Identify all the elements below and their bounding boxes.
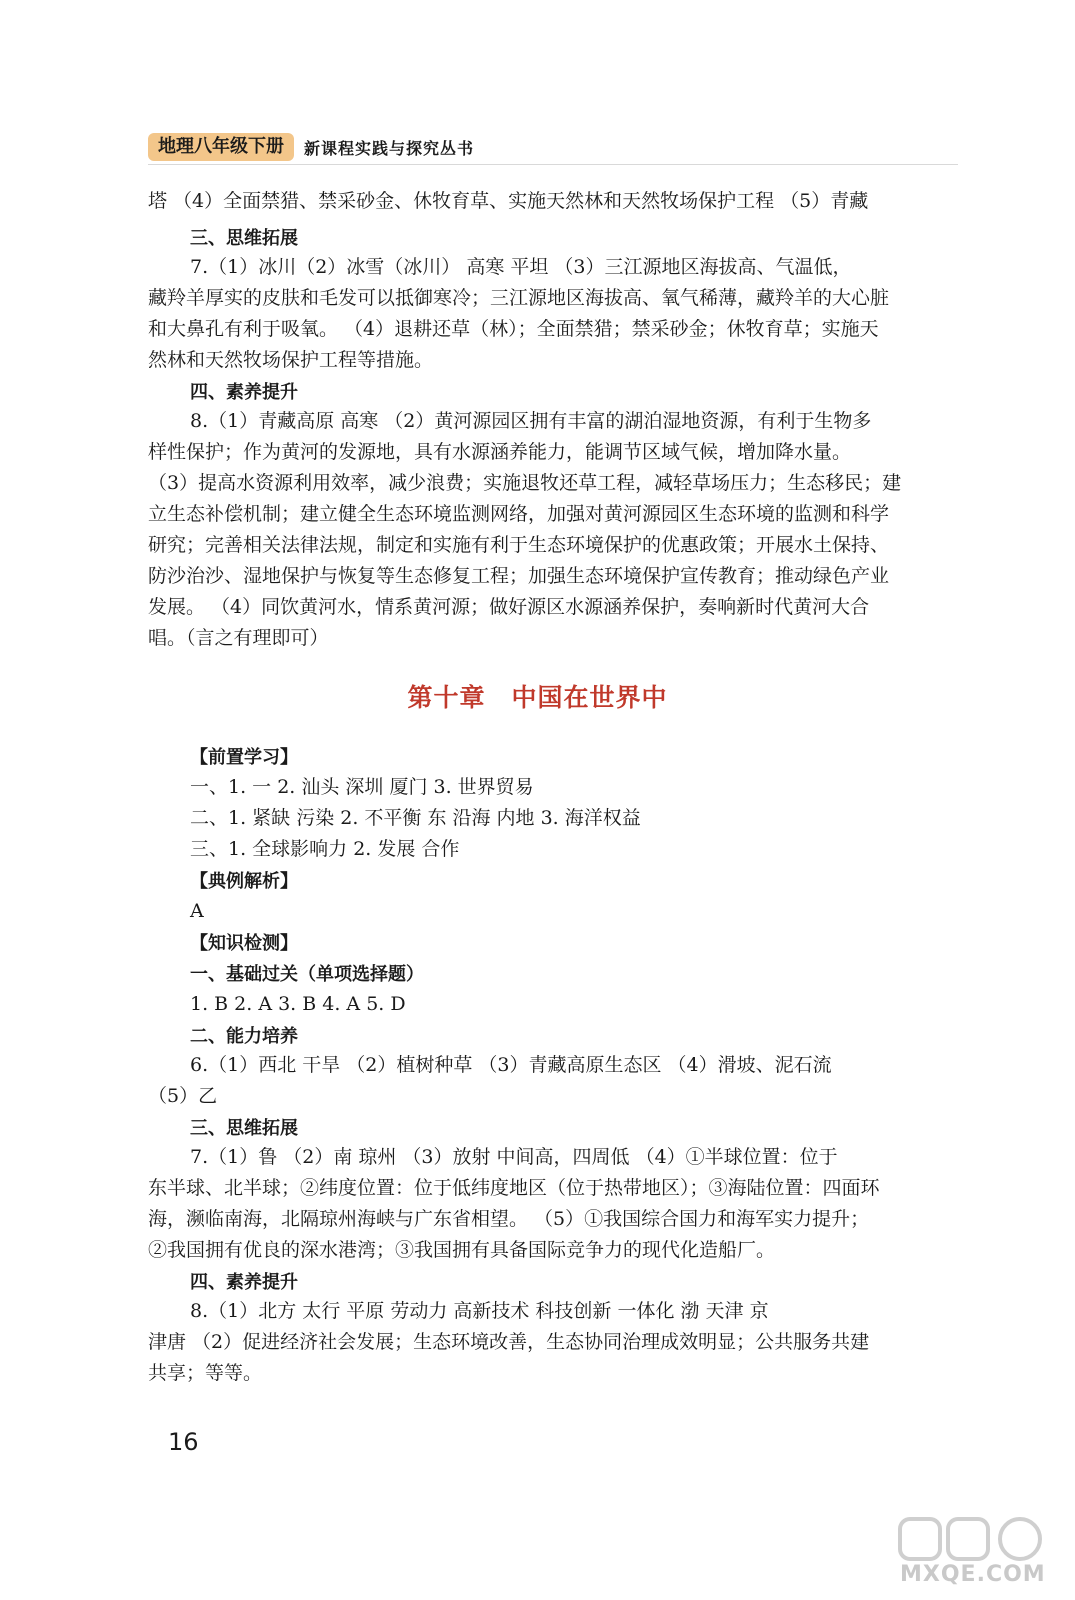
text-line: A [190,900,204,922]
book-title-tag: 地理八年级下册 [148,133,294,161]
text-line: 共享；等等。 [148,1362,263,1384]
text-line: 7.（1）冰川（2）冰雪（冰川） 高寒 平坦 （3）三江源地区海拔高、气温低， [190,256,852,278]
series-title: 新课程实践与探究丛书 [304,138,475,158]
text-line: 三、1. 全球影响力 2. 发展 合作 [190,838,460,860]
text-line: 二、1. 紧缺 污染 2. 不平衡 东 沿海 内地 3. 海洋权益 [190,807,641,829]
text-line: 发展。 （4）同饮黄河水，情系黄河源；做好源区水源涵养保护，奏响新时代黄河大合 [148,596,870,618]
section-heading: 三、思维拓展 [190,228,298,249]
watermark-text: MXQE.COM [900,1562,1046,1587]
text-line: 6.（1）西北 干旱 （2）植树种草 （3）青藏高原生态区 （4）滑坡、泥石流 [190,1054,832,1076]
section-heading: 【典例解析】 [190,871,298,892]
section-heading: 四、素养提升 [190,382,298,403]
text-line: 8.（1）青藏高原 高寒 （2）黄河源园区拥有丰富的湖泊湿地资源，有利于生物多 [190,410,872,432]
text-line: ②我国拥有优良的深水港湾；③我国拥有具备国际竞争力的现代化造船厂。 [148,1239,776,1261]
section-heading: 【前置学习】 [190,747,298,768]
text-line: 然林和天然牧场保护工程等措施。 [148,349,434,371]
text-line: 塔 （4）全面禁猎、禁采砂金、休牧育草、实施天然林和天然牧场保护工程 （5）青藏 [148,190,869,212]
text-line: （3）提高水资源利用效率，减少浪费；实施退牧还草工程，减轻草场压力；生态移民；建 [148,472,902,494]
text-line: 唱。（言之有理即可） [148,627,329,649]
text-line: （5）乙 [148,1085,218,1107]
section-heading: 【知识检测】 [190,933,298,954]
text-line: 1. B 2. A 3. B 4. A 5. D [190,993,406,1015]
chapter-title: 第十章 中国在世界中 [407,683,668,712]
text-line: 藏羚羊厚实的皮肤和毛发可以抵御寒冷；三江源地区海拔高、氧气稀薄，藏羚羊的大心脏 [148,287,890,309]
text-line: 样性保护；作为黄河的发源地，具有水源涵养能力，能调节区域气候，增加降水量。 [148,441,852,463]
text-line: 东半球、北半球；②纬度位置：位于低纬度地区（位于热带地区）；③海陆位置：四面环 [148,1177,880,1199]
text-line: 和大鼻孔有利于吸氧。 （4）退耕还草（林）；全面禁猎；禁采砂金；休牧育草；实施天 [148,318,879,340]
text-line: 立生态补偿机制；建立健全生态环境监测网络，加强对黄河源园区生态环境的监测和科学 [148,503,890,525]
section-heading: 四、素养提升 [190,1272,298,1293]
text-line: 防沙治沙、湿地保护与恢复等生态修复工程；加强生态环境保护宣传教育；推动绿色产业 [148,565,890,587]
section-heading: 一、基础过关（单项选择题） [190,964,424,985]
text-line: 研究；完善相关法律法规，制定和实施有利于生态环境保护的优惠政策；开展水土保持、 [148,534,890,556]
page-number: 16 [168,1428,199,1456]
text-line: 8.（1）北方 太行 平原 劳动力 高新技术 科技创新 一体化 渤 天津 京 [190,1300,769,1322]
text-line: 7.（1）鲁 （2）南 琼州 （3）放射 中间高，四周低 （4）①半球位置：位于 [190,1146,838,1168]
text-line: 海，濒临南海，北隔琼州海峡与广东省相望。 （5）①我国综合国力和海军实力提升； [148,1208,870,1230]
section-heading: 三、思维拓展 [190,1118,298,1139]
section-heading: 二、能力培养 [190,1026,298,1047]
text-line: 一、1. 一 2. 汕头 深圳 厦门 3. 世界贸易 [190,776,534,798]
header-divider [148,164,958,165]
text-line: 津唐 （2）促进经济社会发展；生态环境改善，生态协同治理成效明显；公共服务共建 [148,1331,870,1353]
page-header [148,132,474,162]
